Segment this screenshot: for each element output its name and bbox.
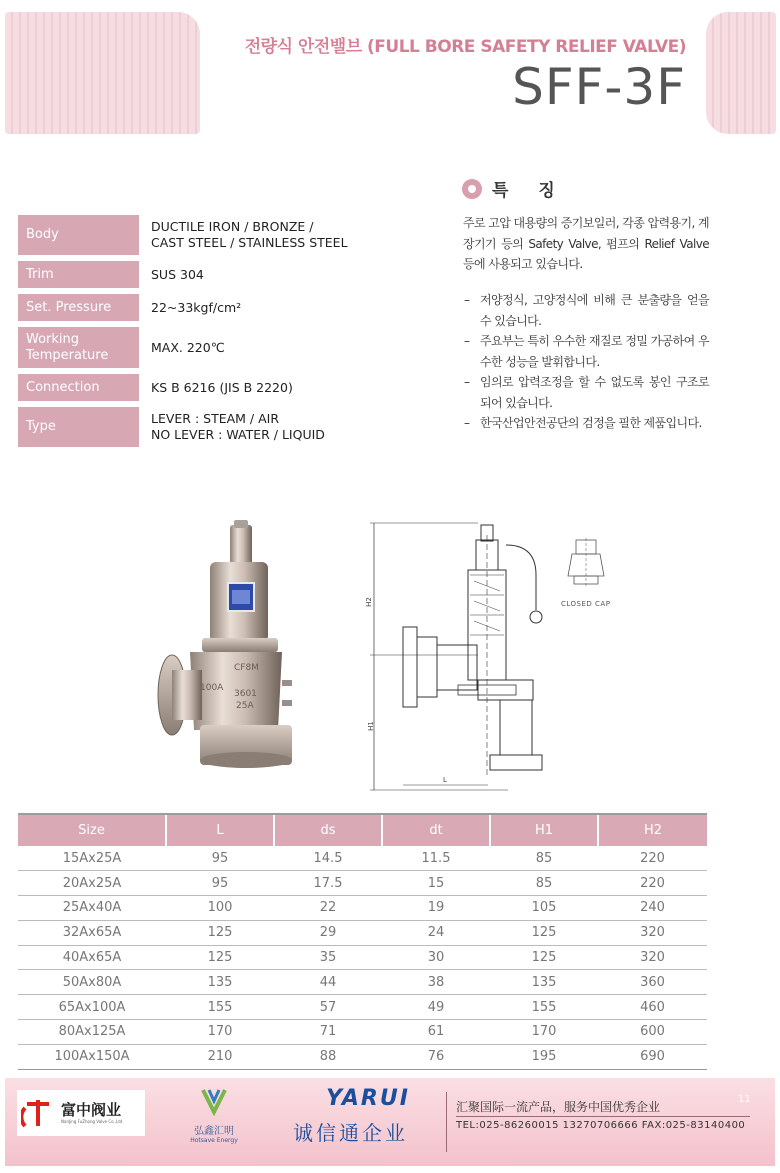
spec-label: Working Temperature (18, 327, 139, 368)
product-model: SFF-3F (512, 58, 686, 116)
table-cell: 125 (490, 945, 598, 970)
column-header-dt: dt (382, 814, 490, 846)
table-cell: 135 (490, 970, 598, 995)
dimension-label-h2: H2 (364, 597, 373, 607)
product-subtitle: 전량식 안전밸브 (FULL BORE SAFETY RELIEF VALVE) (244, 37, 686, 57)
table-row (18, 1020, 707, 1045)
table-cell: 44 (274, 970, 382, 995)
table-cell: 25Ax40A (18, 896, 166, 921)
table-row (18, 1044, 707, 1069)
spec-value-line: KS B 6216 (JIS B 2220) (151, 379, 293, 395)
table-cell: 220 (598, 871, 707, 896)
table-cell: 125 (490, 920, 598, 945)
table-cell: 29 (274, 920, 382, 945)
spec-value-line: DUCTILE IRON / BRONZE / (151, 219, 314, 234)
column-header-ds: ds (274, 814, 382, 846)
table-cell: 22 (274, 896, 382, 921)
hotsave-logo-name: 弘鑫汇明 (194, 1126, 234, 1137)
table-cell: 85 (490, 871, 598, 896)
table-cell: 24 (382, 920, 490, 945)
spec-value (139, 327, 438, 368)
table-cell: 35 (274, 945, 382, 970)
table-row (18, 970, 707, 995)
spec-value-line: NO LEVER : WATER / LIQUID (151, 427, 325, 442)
spec-value (139, 294, 438, 321)
table-cell: 100 (166, 896, 274, 921)
table-cell: 76 (382, 1044, 490, 1069)
spec-row-set-pressure (18, 294, 438, 321)
table-cell: 195 (490, 1044, 598, 1069)
table-cell: 17.5 (274, 871, 382, 896)
spec-row-trim (18, 261, 438, 288)
feature-item: – 주요부는 특히 우수한 재질로 정밀 가공하여 우수한 성능을 발휘합니다. (463, 331, 709, 372)
table-cell: 85 (490, 846, 598, 871)
table-cell: 20Ax25A (18, 871, 166, 896)
table-cell: 460 (598, 995, 707, 1020)
table-cell: 95 (166, 871, 274, 896)
feature-item: – 저양정식, 고양정식에 비해 큰 분출량을 얻을 수 있습니다. (463, 290, 709, 331)
table-cell: 15Ax25A (18, 846, 166, 871)
table-cell: 88 (274, 1044, 382, 1069)
feature-item: – 한국산업안전공단의 검정을 필한 제품입니다. (463, 413, 709, 434)
footer-rule (456, 1116, 750, 1117)
table-cell: 155 (490, 995, 598, 1020)
spec-value (139, 215, 438, 255)
table-cell: 125 (166, 920, 274, 945)
spec-label: Type (18, 407, 139, 447)
spec-label: Body (18, 215, 139, 255)
table-cell: 14.5 (274, 846, 382, 871)
table-row (18, 920, 707, 945)
table-cell: 80Ax125A (18, 1020, 166, 1045)
features-intro: 주로 고압 대용량의 증기보일러, 각종 압력용기, 계장기기 등의 Safety Valve, 펌프의 Relief Valve 등에 사용되고 있습니다. (463, 216, 709, 271)
table-cell: 65Ax100A (18, 995, 166, 1020)
yarui-logo-name: 诚信通企业 (293, 1121, 408, 1145)
hotsave-logo (189, 1086, 239, 1144)
footer-slogan: 汇聚国际一流产品，服务中国优秀企业 (456, 1100, 661, 1114)
closed-cap-label: CLOSED CAP (561, 600, 611, 608)
table-cell: 71 (274, 1020, 382, 1045)
spec-value-line: MAX. 220℃ (151, 339, 225, 355)
footer-banner (5, 1078, 775, 1166)
valve-photo (150, 520, 310, 770)
table-cell: 15 (382, 871, 490, 896)
header-decoration-left (5, 12, 200, 134)
plate-text: 3601 (234, 689, 257, 699)
table-cell: 170 (166, 1020, 274, 1045)
spec-value-line: CAST STEEL / STAINLESS STEEL (151, 235, 348, 250)
fuzhong-logo-subtitle: NanJing FuZhong Valve Co.,Ltd (61, 1119, 123, 1124)
spec-row-body (18, 215, 438, 255)
table-row (18, 995, 707, 1020)
dimension-label-h1: H1 (366, 721, 375, 731)
spec-value-line: 22~33kgf/cm² (151, 299, 242, 315)
circle-bullet-icon (462, 179, 482, 199)
yarui-brand: YARUI (326, 1086, 410, 1111)
spec-value (139, 374, 438, 401)
dimension-table (18, 813, 707, 1070)
features-list (463, 290, 709, 434)
spec-table (18, 215, 438, 453)
column-header-l: L (166, 814, 274, 846)
table-cell: 38 (382, 970, 490, 995)
table-cell: 210 (166, 1044, 274, 1069)
table-cell: 95 (166, 846, 274, 871)
fuzhong-logo-name: 富中阀业 (61, 1101, 122, 1119)
table-cell: 49 (382, 995, 490, 1020)
table-header-row (18, 814, 707, 846)
table-cell: 690 (598, 1044, 707, 1069)
table-cell: 40Ax65A (18, 945, 166, 970)
spec-value-line: SUS 304 (151, 266, 204, 282)
spec-value-line: LEVER : STEAM / AIR (151, 411, 280, 426)
fuzhong-logo (17, 1090, 145, 1136)
table-cell: 32Ax65A (18, 920, 166, 945)
table-cell: 100Ax150A (18, 1044, 166, 1069)
table-cell: 11.5 (382, 846, 490, 871)
table-cell: 19 (382, 896, 490, 921)
table-cell: 170 (490, 1020, 598, 1045)
table-row (18, 945, 707, 970)
features-heading (462, 176, 567, 201)
footer-contact: TEL:025-86260015 13270706666 FAX:025-83140400 (456, 1120, 746, 1131)
table-cell: 135 (166, 970, 274, 995)
table-cell: 320 (598, 945, 707, 970)
plate-text: 25A (236, 701, 254, 711)
spec-label: Connection (18, 374, 139, 401)
table-cell: 57 (274, 995, 382, 1020)
hotsave-logo-icon (199, 1086, 229, 1116)
column-header-h2: H2 (598, 814, 707, 846)
spec-label: Trim (18, 261, 139, 288)
header-decoration-right (706, 12, 776, 134)
table-row (18, 871, 707, 896)
plate-text: CF8M (234, 663, 259, 673)
footer-divider (446, 1092, 447, 1152)
table-cell: 360 (598, 970, 707, 995)
spec-value (139, 407, 438, 447)
spec-value (139, 261, 438, 288)
page-number: 11 (738, 1094, 751, 1105)
hotsave-logo-subtitle: Hotsave Energy (190, 1137, 238, 1144)
table-cell: 600 (598, 1020, 707, 1045)
table-cell: 240 (598, 896, 707, 921)
table-cell: 125 (166, 945, 274, 970)
table-cell: 105 (490, 896, 598, 921)
dimension-label-l: L (443, 776, 447, 784)
spec-row-connection (18, 374, 438, 401)
table-cell: 30 (382, 945, 490, 970)
table-cell: 320 (598, 920, 707, 945)
table-cell: 61 (382, 1020, 490, 1045)
plate-text: 100A (200, 683, 224, 693)
yarui-logo (293, 1086, 443, 1146)
table-cell: 50Ax80A (18, 970, 166, 995)
column-header-size: Size (18, 814, 166, 846)
fuzhong-logo-icon (21, 1096, 55, 1130)
features-title: 특 징 (492, 181, 567, 201)
column-header-h1: H1 (490, 814, 598, 846)
table-cell: 220 (598, 846, 707, 871)
table-cell: 155 (166, 995, 274, 1020)
spec-label: Set. Pressure (18, 294, 139, 321)
spec-row-working-temperature (18, 327, 438, 368)
table-row (18, 896, 707, 921)
feature-item: – 임의로 압력조정을 할 수 없도록 봉인 구조로 되어 있습니다. (463, 372, 709, 413)
spec-row-type (18, 407, 438, 447)
table-row (18, 846, 707, 871)
